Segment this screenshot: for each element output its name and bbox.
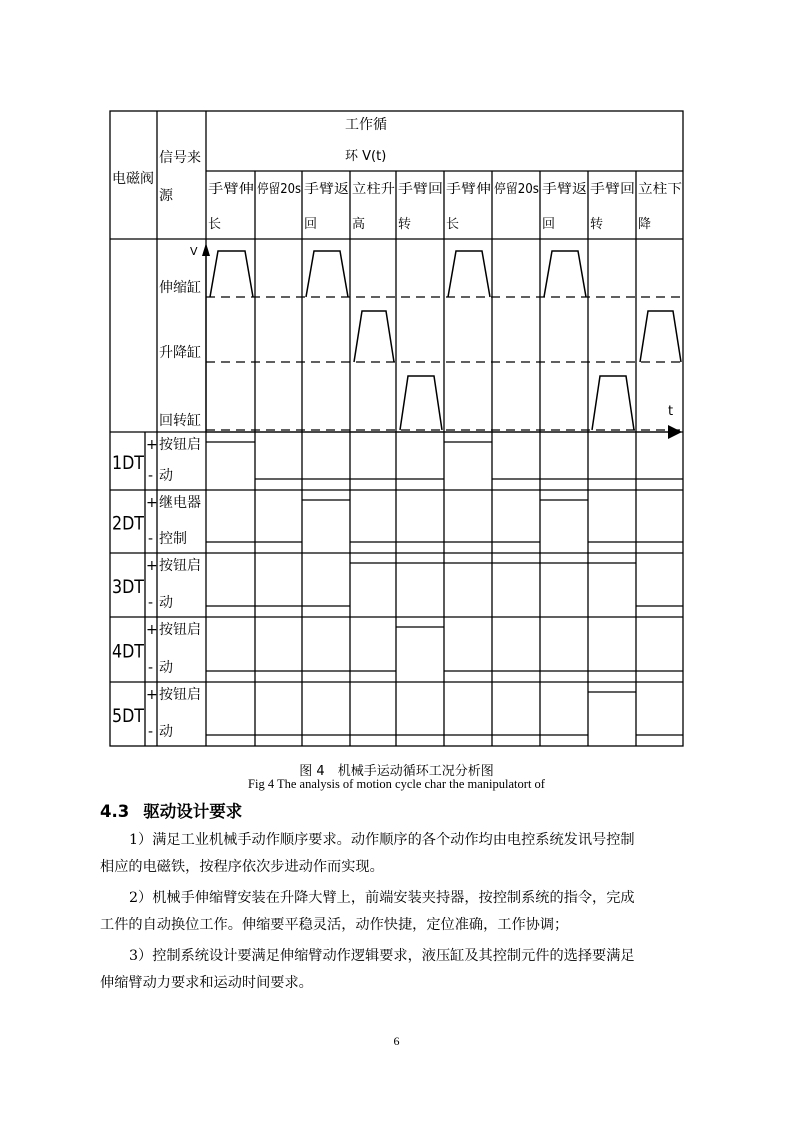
paragraph-line: 伸缩臂动力要求和运动时间要求。 xyxy=(100,975,313,991)
header-cycle-line: 环 V(t) xyxy=(345,149,387,164)
t-axis-label: t xyxy=(668,404,674,419)
solenoid-source-line: 动 xyxy=(159,595,173,611)
solenoid-name: 1DT xyxy=(112,452,145,474)
step-label: 手臂回 xyxy=(590,182,635,197)
header-signal-line: 信号来 xyxy=(159,150,201,166)
cylinder-pulse xyxy=(400,376,442,430)
section-heading xyxy=(100,798,242,822)
header-solenoid: 电磁阀 xyxy=(112,171,154,187)
solenoid-source-line: 按钮启 xyxy=(159,622,201,638)
minus-sign: - xyxy=(148,595,154,611)
solenoid-source-line: 控制 xyxy=(159,531,187,547)
step-label: 手臂伸 xyxy=(208,182,248,197)
cylinder-label: 伸缩缸 xyxy=(159,280,201,296)
step-label: 停留20s xyxy=(257,182,302,197)
cylinder-pulse xyxy=(544,251,586,297)
paragraph-2 xyxy=(100,885,696,939)
step-label: 回 xyxy=(542,217,556,232)
header-signal-line: 源 xyxy=(159,188,173,204)
step-label: 手臂返 xyxy=(542,182,587,197)
solenoid-name: 3DT xyxy=(112,576,145,598)
cylinder-pulse xyxy=(448,251,490,297)
step-label: 降 xyxy=(638,217,652,232)
step-label: 转 xyxy=(398,217,412,232)
figure-caption-cn: 图 4 机械手运动循环工况分析图 xyxy=(299,764,494,779)
paragraph-line: 相应的电磁铁，按程序依次步进动作而实现。 xyxy=(100,859,384,875)
plus-sign: + xyxy=(146,558,158,574)
v-axis-arrow-icon xyxy=(202,243,210,256)
solenoid-name: 2DT xyxy=(112,512,145,535)
cylinder-label: 升降缸 xyxy=(159,345,201,361)
solenoid-source-line: 按钮启 xyxy=(159,437,201,453)
paragraph-1 xyxy=(100,827,696,881)
step-label: 手臂伸 xyxy=(446,182,486,197)
step-label: 立柱升 xyxy=(352,182,392,197)
step-label: 手臂回 xyxy=(398,182,443,197)
plus-sign: + xyxy=(146,622,158,638)
plus-sign: + xyxy=(146,437,158,453)
solenoid-name: 5DT xyxy=(112,705,145,727)
paragraph-line: 工件的自动换位工作。伸缩要平稳灵活，动作快捷，定位准确，工作协调； xyxy=(100,917,569,933)
solenoid-source-line: 动 xyxy=(159,468,173,484)
paragraph-line: 2）机械手伸缩臂安装在升降大臂上，前端安装夹持器，按控制系统的指令，完成 xyxy=(129,890,635,906)
solenoid-name: 4DT xyxy=(112,640,145,663)
cylinder-pulse xyxy=(354,311,394,362)
solenoid-source-line: 继电器 xyxy=(159,495,201,511)
cylinder-pulse xyxy=(306,251,348,297)
step-label: 高 xyxy=(352,217,366,232)
step-label: 停留20s xyxy=(494,182,540,197)
section-title-text: 驱动设计要求 xyxy=(143,802,243,821)
step-label: 长 xyxy=(208,217,222,232)
cylinder-pulse xyxy=(210,251,253,297)
solenoid-source-line: 按钮启 xyxy=(159,558,201,574)
page-number: 6 xyxy=(393,1034,400,1048)
step-label: 手臂返 xyxy=(304,182,349,197)
minus-sign: - xyxy=(148,468,154,484)
paragraph-3 xyxy=(100,943,696,997)
minus-sign: - xyxy=(148,724,154,740)
section-number: 4.3 xyxy=(100,802,130,821)
minus-sign: - xyxy=(148,660,154,676)
step-label: 立柱下 xyxy=(638,182,678,197)
solenoid-source-line: 动 xyxy=(159,724,173,740)
solenoid-source-line: 按钮启 xyxy=(159,687,201,703)
header-cycle-line: 工作循 xyxy=(345,117,387,133)
plus-sign: + xyxy=(146,687,158,703)
step-label: 回 xyxy=(304,217,318,232)
cylinder-pulse xyxy=(640,311,681,362)
cylinder-pulse xyxy=(592,376,634,430)
paragraph-line: 1）满足工业机械手动作顺序要求。动作顺序的各个动作均由电控系统发讯号控制 xyxy=(129,832,635,848)
cylinder-label: 回转缸 xyxy=(159,413,201,429)
step-label: 长 xyxy=(446,217,460,232)
v-axis-label: V xyxy=(190,245,198,258)
paragraph-line: 3）控制系统设计要满足伸缩臂动作逻辑要求，液压缸及其控制元件的选择要满足 xyxy=(129,948,635,964)
minus-sign: - xyxy=(148,531,154,547)
t-axis-arrow-icon xyxy=(668,425,682,439)
plus-sign: + xyxy=(146,495,158,511)
figure-caption-en: Fig 4 The analysis of motion cycle char the manipulatort of xyxy=(248,777,545,791)
step-label: 转 xyxy=(590,217,604,232)
solenoid-source-line: 动 xyxy=(159,660,173,676)
